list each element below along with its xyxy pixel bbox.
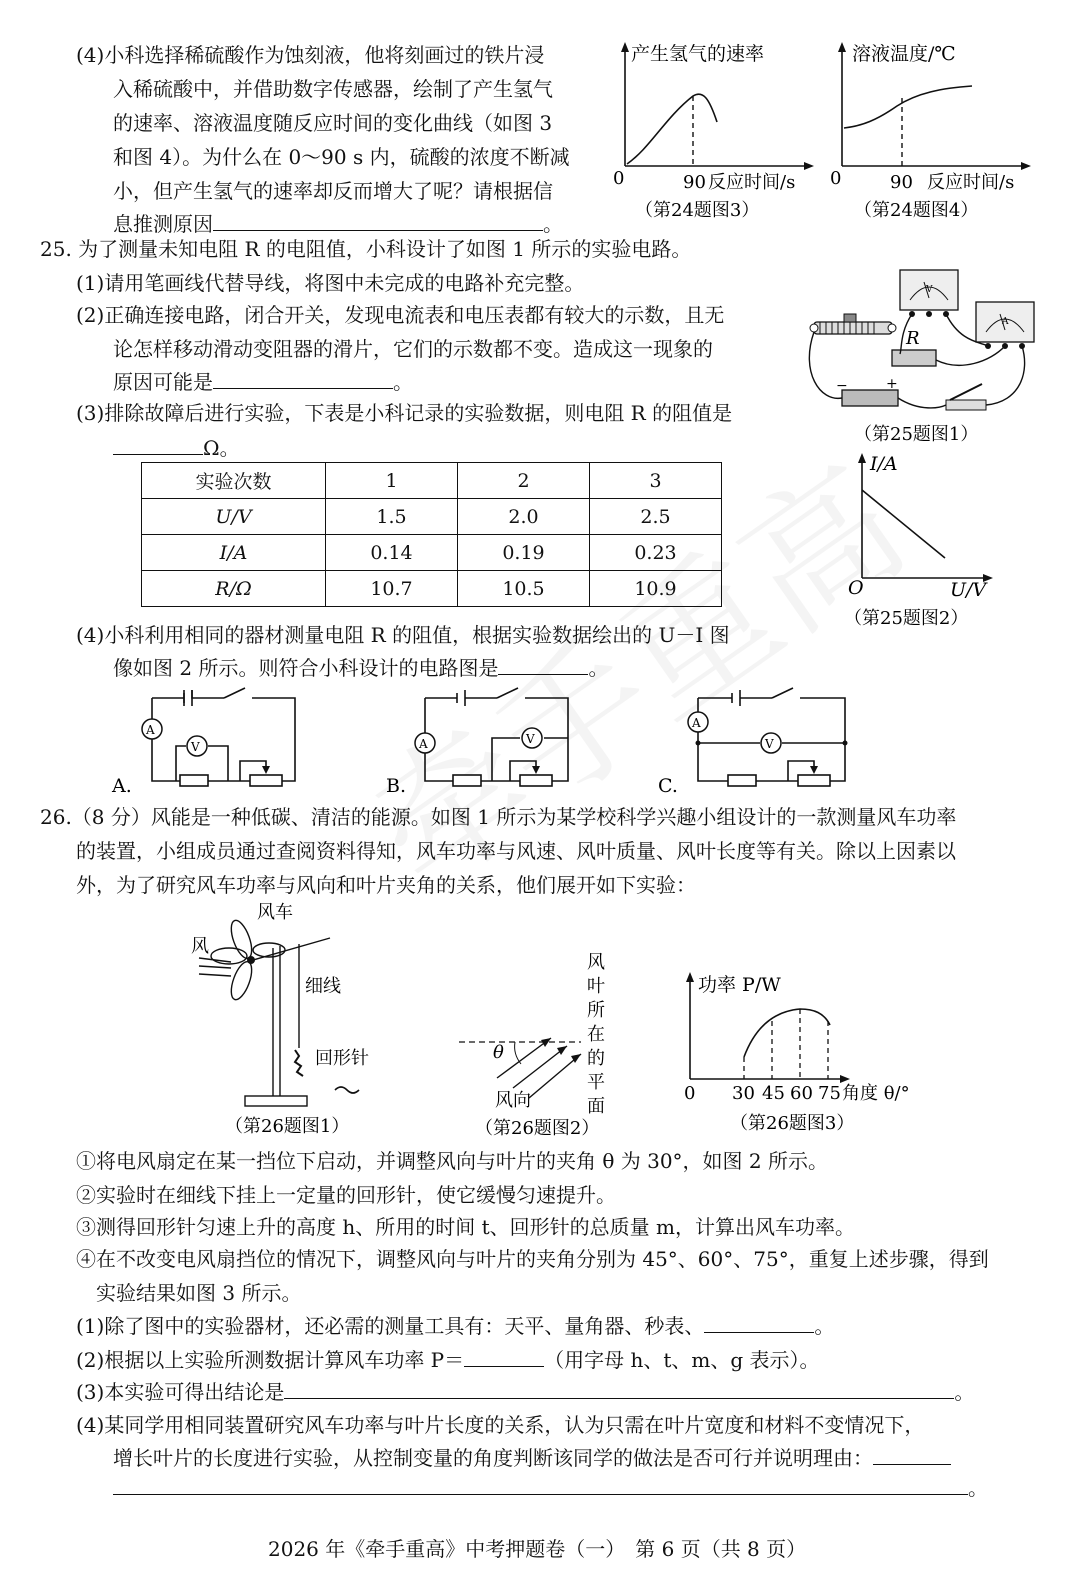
fig2-caption: （第26题图2）	[475, 1118, 600, 1139]
fig3-tick: 60	[790, 1083, 813, 1104]
svg-text:V: V	[926, 285, 933, 295]
graph4-xlabel: 反应时间/s	[927, 172, 1015, 193]
q25-p4-line-last: 像如图 2 所示。则符合小科设计的电路图是 。	[113, 650, 608, 685]
q26-p4-line: 增长叶片的长度进行实验，从控制变量的角度判断该同学的做法是否可行并说明理由：	[113, 1440, 951, 1475]
q26-step: 实验结果如图 3 所示。	[96, 1281, 302, 1305]
meter-label-v: V	[526, 732, 535, 746]
q25-p2-line: (2)正确连接电路，闭合开关，发现电流表和电压表都有较大的示数，且无	[76, 303, 725, 327]
q26-part3: (3)本实验可得出结论是 。	[76, 1374, 974, 1409]
q24-graph4	[822, 38, 1042, 228]
q26-fig3	[676, 965, 916, 1141]
answer-blank[interactable]	[464, 1342, 544, 1367]
q25-circuit-options	[100, 686, 880, 798]
table-cell: 10.9	[590, 571, 722, 607]
table-cell: 1.5	[326, 499, 458, 535]
fig1-minus: −	[836, 378, 848, 394]
option-b-label[interactable]: B.	[386, 775, 407, 797]
table-row	[142, 535, 722, 571]
fig1-plus: +	[886, 376, 898, 392]
q26-fig2	[455, 950, 645, 1140]
q26-p4-line: (4)某同学用相同装置研究风车功率与叶片长度的关系，认为只需在叶片宽度和材料不变情况下，	[76, 1413, 925, 1437]
q26-part2: (2)根据以上实验所测数据计算风车功率 P＝ （用字母 h、t、m、g 表示）。	[76, 1342, 820, 1377]
table-cell: 10.7	[326, 571, 458, 607]
fig3-ylabel: 功率 P/W	[698, 974, 781, 996]
table-header-row	[142, 463, 722, 499]
graph4-origin: 0	[830, 168, 842, 189]
fig2-plane-label: 风叶所在的平面	[587, 952, 605, 1117]
answer-blank[interactable]	[704, 1308, 814, 1333]
table-cell: 2	[458, 463, 590, 499]
table-cell: 10.5	[458, 571, 590, 607]
graph3-origin: 0	[613, 168, 625, 189]
q26-fig1	[185, 900, 415, 1140]
table-cell: 0.14	[326, 535, 458, 571]
fig2-origin: O	[848, 577, 864, 599]
answer-blank[interactable]	[284, 1374, 954, 1399]
fig1-resistor-label: R	[906, 328, 920, 349]
graph3-tick: 90	[683, 172, 706, 193]
q24-line: (4)小科选择稀硫酸作为蚀刻液，他将刻画过的铁片浸	[76, 43, 545, 67]
page-footer: 2026 年《牵手重高》中考押题卷（一） 第 6 页（共 8 页）	[268, 1537, 807, 1561]
graph4-ylabel: 溶液温度/℃	[852, 43, 956, 65]
q26-p4-continuation: 。	[113, 1470, 988, 1505]
table-cell: 2.5	[590, 499, 722, 535]
q25-stem: 25. 为了测量未知电阻 R 的电阻值，小科设计了如图 1 所示的实验电路。	[40, 237, 692, 261]
table-cell: 实验次数	[142, 463, 326, 499]
table-row	[142, 499, 722, 535]
table-cell: 3	[590, 463, 722, 499]
q25-p4-line: (4)小科利用相同的器材测量电阻 R 的阻值，根据实验数据绘出的 U－I 图	[76, 623, 730, 647]
table-cell: 0.19	[458, 535, 590, 571]
fig1-thread-label: 细线	[305, 976, 341, 997]
answer-blank[interactable]	[213, 364, 393, 389]
q26-stem-line: 的装置，小组成员通过查阅资料得知，风车功率与风速、风叶质量、风叶长度等有关。除以上因素以	[76, 839, 956, 863]
q25-p2-line: 论怎样移动滑动变阻器的滑片，它们的示数都不变。造成这一现象的	[113, 337, 713, 361]
q24-line: 入稀硫酸中，并借助数字传感器，绘制了产生氢气	[113, 77, 553, 101]
fig2-direction: 风向	[495, 1090, 531, 1111]
fig1-wind-label: 风	[191, 936, 209, 957]
fig3-caption: （第26题图3）	[730, 1113, 855, 1134]
fig1-windmill-label: 风车	[257, 902, 293, 923]
q25-data-table	[141, 462, 722, 607]
answer-blank[interactable]	[873, 1440, 951, 1465]
q26-step: ③测得回形针匀速上升的高度 h、所用的时间 t、回形针的总质量 m，计算出风车功率。	[76, 1215, 855, 1239]
fig3-xlabel: 角度 θ/°	[842, 1083, 910, 1104]
q25-fig2	[840, 448, 1000, 638]
fig2-xlabel: U/V	[950, 579, 987, 601]
table-cell: 1	[326, 463, 458, 499]
answer-blank[interactable]	[113, 1470, 968, 1495]
graph3-caption: （第24题图3）	[635, 200, 760, 221]
table-cell: 2.0	[458, 499, 590, 535]
q24-line: 和图 4）。为什么在 0～90 s 内，硫酸的浓度不断减	[113, 145, 570, 169]
answer-blank[interactable]	[113, 430, 203, 455]
q24-line-last: 息推测原因 。	[113, 206, 563, 241]
q26-step: ④在不改变电风扇挡位的情况下，调整风向与叶片的夹角分别为 45°、60°、75°，重复上述步骤，得到	[76, 1247, 989, 1271]
table-cell: I/A	[142, 535, 326, 571]
q26-step: ①将电风扇定在某一挡位下启动，并调整风向与叶片的夹角 θ 为 30°，如图 2 所示。	[76, 1149, 829, 1173]
q26-stem-line: 26.（8 分）风能是一种低碳、清洁的能源。如图 1 所示为某学校科学兴趣小组设计的一款测量风车功率	[40, 805, 957, 829]
graph3-ylabel: 产生氢气的速率	[631, 43, 765, 65]
q24-graph3	[605, 38, 815, 228]
q24-line: 的速率、溶液温度随反应时间的变化曲线（如图 3	[113, 111, 553, 135]
q25-part1: (1)请用笔画线代替导线，将图中未完成的电路补充完整。	[76, 271, 585, 295]
fig1-caption: （第25题图1）	[854, 424, 979, 445]
fig2-caption: （第25题图2）	[844, 608, 969, 629]
meter-label-a: A	[692, 716, 701, 730]
q25-p2-line-last: 原因可能是 。	[113, 364, 413, 399]
fig1-caption: （第26题图1）	[225, 1116, 350, 1137]
q25-p3-line-last: Ω。	[113, 430, 240, 465]
graph4-tick: 90	[890, 172, 913, 193]
fig2-theta: θ	[493, 1042, 504, 1063]
q24-line: 小，但产生氢气的速率却反而增大了呢？请根据信	[113, 179, 553, 203]
q26-stem-line: 外，为了研究风车功率与风向和叶片夹角的关系，他们展开如下实验：	[76, 873, 696, 897]
meter-label-a: A	[146, 723, 155, 737]
table-row	[142, 571, 722, 607]
graph4-caption: （第24题图4）	[854, 200, 979, 221]
answer-blank[interactable]	[498, 650, 588, 675]
q25-p3-line: (3)排除故障后进行实验，下表是小科记录的实验数据，则电阻 R 的阻值是	[76, 401, 733, 425]
fig3-origin: 0	[684, 1083, 696, 1104]
q25-fig1	[800, 262, 1040, 450]
fig2-ylabel: I/A	[870, 453, 898, 475]
answer-blank[interactable]	[213, 206, 543, 231]
q26-step: ②实验时在细线下挂上一定量的回形针，使它缓慢匀速提升。	[76, 1183, 616, 1207]
meter-label-v: V	[765, 737, 774, 751]
table-cell: 0.23	[590, 535, 722, 571]
option-c-label[interactable]: C.	[658, 775, 678, 797]
svg-text:A: A	[1002, 317, 1009, 327]
fig3-tick: 75	[818, 1083, 841, 1104]
fig3-tick: 30	[732, 1083, 755, 1104]
table-cell: R/Ω	[142, 571, 326, 607]
fig3-tick: 45	[762, 1083, 785, 1104]
graph3-xlabel: 反应时间/s	[708, 172, 796, 193]
fig1-clips-label: 回形针	[315, 1048, 369, 1069]
table-cell: U/V	[142, 499, 326, 535]
meter-label-v: V	[191, 740, 200, 754]
q26-part1: (1)除了图中的实验器材，还必需的测量工具有：天平、量角器、秒表、 。	[76, 1308, 834, 1343]
option-a-label[interactable]: A.	[112, 775, 132, 797]
meter-label-a: A	[419, 737, 428, 751]
